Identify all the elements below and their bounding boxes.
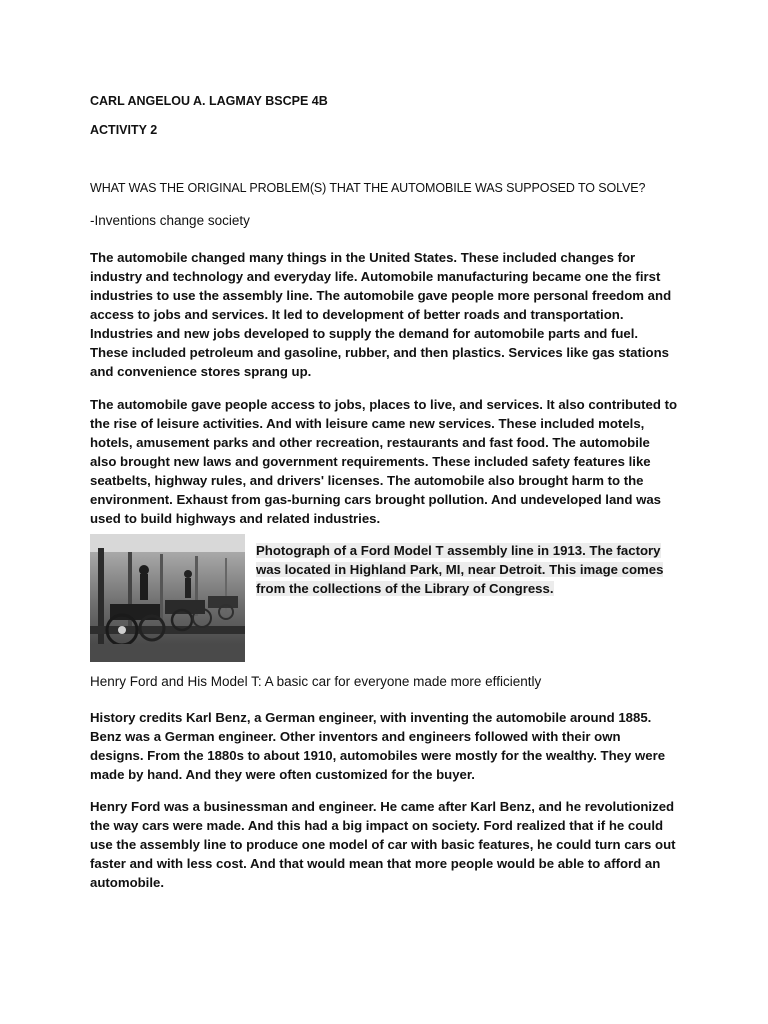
question-heading: WHAT WAS THE ORIGINAL PROBLEM(S) THAT THE AUTOMOBILE WAS SUPPOSED TO SOLVE? — [90, 181, 646, 195]
paragraph-line: automobile. — [90, 875, 164, 890]
paragraph-line: industry and technology and everyday life. Automobile manufacturing became one the first — [90, 269, 661, 284]
paragraph-1 — [90, 248, 680, 381]
paragraph-line: use the assembly line to produce one model of car with basic features, he could turn cars out — [90, 837, 676, 852]
author-line: CARL ANGELOU A. LAGMAY BSCPE 4B — [90, 94, 328, 108]
paragraph-line: Henry Ford was a businessman and engineer. He came after Karl Benz, and he revolutionized — [90, 799, 675, 814]
paragraph-line: seatbelts, highway rules, and drivers' licenses. The automobile also brought harm to the — [90, 473, 644, 488]
paragraph-line: The automobile changed many things in the United States. These included changes for — [90, 250, 636, 265]
paragraph-line: hotels, amusement parks and other recreation, restaurants and fast food. The automobile — [90, 435, 650, 450]
paragraph-2 — [90, 395, 680, 528]
paragraph-line: Benz was a German engineer. Other inventors and engineers followed with their own — [90, 729, 621, 744]
assembly-line-photo — [90, 534, 245, 662]
paragraph-line: These included petroleum and gasoline, rubber, and then plastics. Services like gas stations — [90, 345, 669, 360]
subheading-henry-ford: Henry Ford and His Model T: A basic car for everyone made more efficiently — [90, 674, 542, 689]
paragraph-line: made by hand. And they were often customized for the buyer. — [90, 767, 475, 782]
paragraph-line: History credits Karl Benz, a German engineer, with inventing the automobile around 1885. — [90, 710, 652, 725]
caption-line: Photograph of a Ford Model T assembly line in 1913. The factory — [256, 543, 661, 558]
subheading-inventions: -Inventions change society — [90, 213, 250, 228]
assembly-line-photo-illustration — [90, 534, 245, 662]
paragraph-line: The automobile gave people access to jobs, places to live, and services. It also contributed to — [90, 397, 678, 412]
paragraph-line: industries to use the assembly line. The automobile gave people more personal freedom and — [90, 288, 672, 303]
paragraph-line: the rise of leisure activities. And with leisure came new services. These included motels, — [90, 416, 645, 431]
paragraph-3 — [90, 708, 680, 784]
paragraph-line: also brought new laws and government requirements. These included safety features like — [90, 454, 651, 469]
paragraph-line: and convenience stores sprang up. — [90, 364, 312, 379]
paragraph-4 — [90, 797, 680, 892]
paragraph-line: designs. From the 1880s to about 1910, automobiles were mostly for the wealthy. They were — [90, 748, 666, 763]
activity-title: ACTIVITY 2 — [90, 123, 158, 137]
paragraph-line: the way cars were made. And this had a big impact on society. Ford realized that if he could — [90, 818, 664, 833]
paragraph-line: Industries and new jobs developed to supply the demand for automobile parts and fuel. — [90, 326, 639, 341]
paragraph-line: access to jobs and services. It led to development of better roads and transportation. — [90, 307, 624, 322]
caption-line: from the collections of the Library of Congress. — [256, 581, 554, 596]
caption-line: was located in Highland Park, MI, near Detroit. This image comes — [256, 562, 664, 577]
photo-caption — [256, 541, 666, 598]
paragraph-line: used to build highways and related industries. — [90, 511, 381, 526]
paragraph-line: environment. Exhaust from gas-burning cars brought pollution. And undeveloped land was — [90, 492, 662, 507]
paragraph-line: faster and with less cost. And that would mean that more people would be able to afford an — [90, 856, 661, 871]
